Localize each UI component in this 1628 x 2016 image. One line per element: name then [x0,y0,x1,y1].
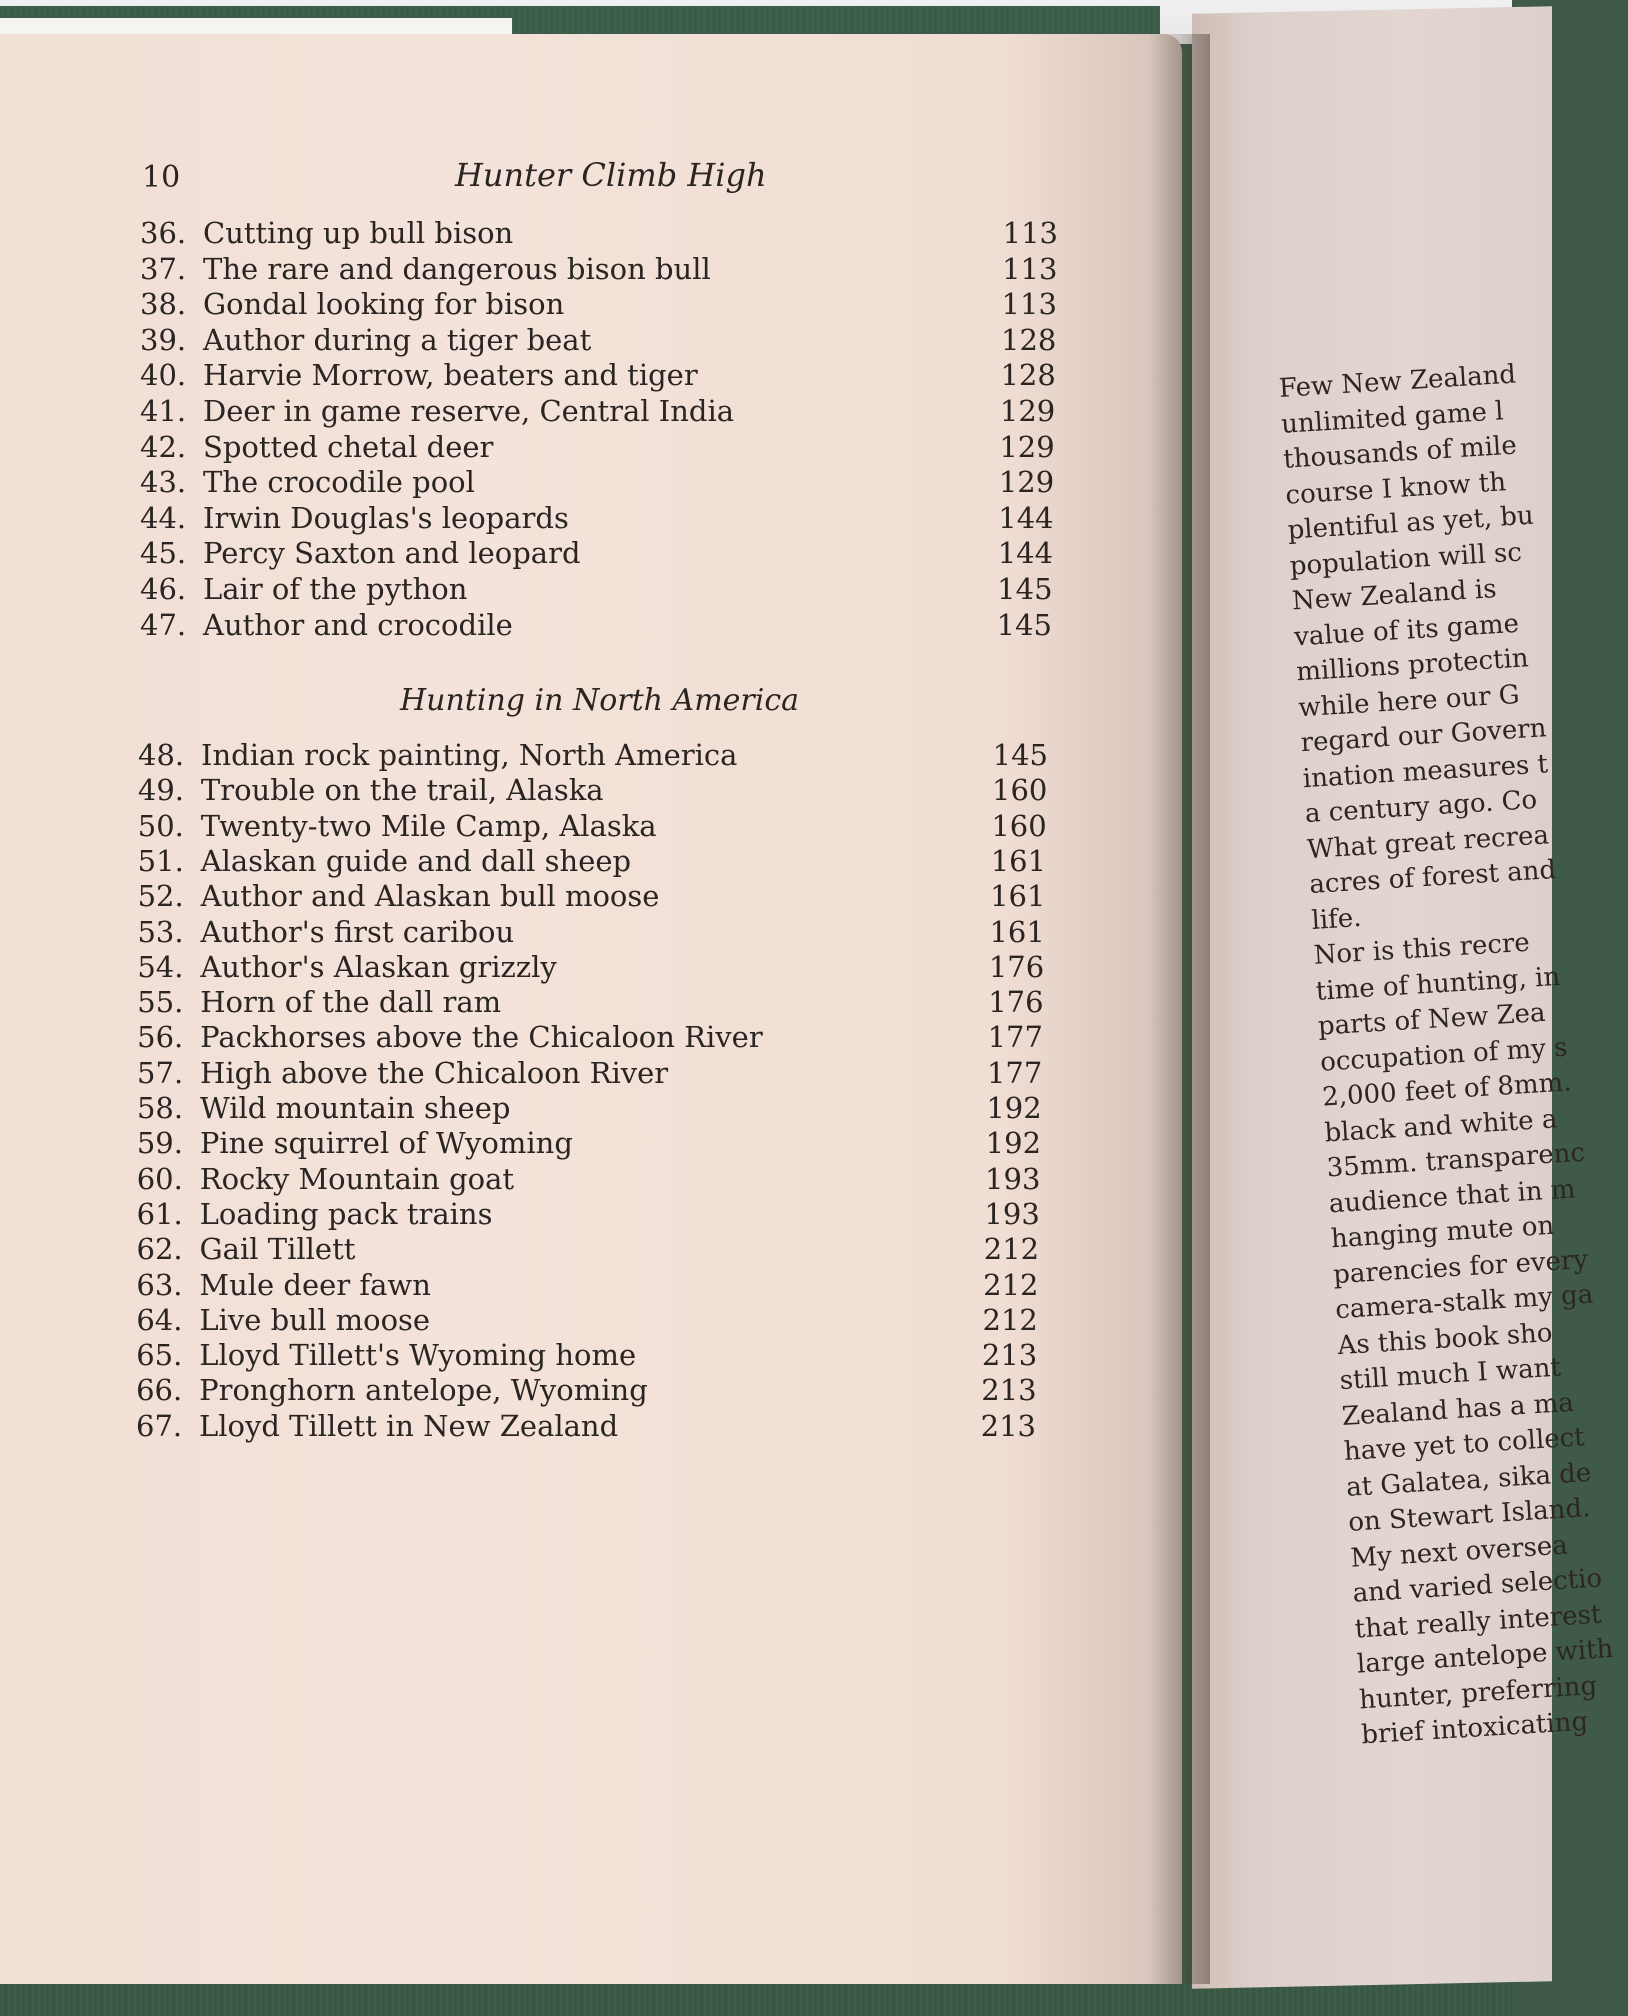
item-caption: Wild mountain sheep [199,1091,511,1125]
section-heading: Hunting in North America [400,683,800,718]
right-page-line: acres of forest and [1308,854,1557,901]
item-number: 61. [136,1196,183,1231]
right-page-line: and varied selectio [1351,1563,1603,1609]
list-item [137,1126,1041,1160]
item-page-number: 145 [992,738,1048,772]
right-page-line: while here our G [1297,679,1521,723]
item-caption: Twenty-two Mile Camp, Alaska [200,808,657,843]
item-caption: Lloyd Tillett in New Zealand [199,1408,619,1443]
item-caption: Cutting up bull bison [203,216,514,250]
item-caption: Author's first caribou [200,914,515,949]
item-page-number: 129 [999,429,1055,464]
list-item [138,773,1047,807]
right-page-line: population will sc [1288,536,1523,582]
right-page-line: course I know th [1284,466,1507,511]
item-caption: High above the Chicaloon River [200,1055,669,1090]
item-page-number: 128 [1000,358,1056,393]
item-number: 40. [140,358,187,393]
item-page-number: 113 [1002,251,1058,286]
list-item [140,430,1055,464]
item-page-number: 160 [991,808,1047,843]
item-caption: Percy Saxton and leopard [203,536,581,571]
right-page-line: brief intoxicating [1360,1706,1589,1751]
right-page-line: Zealand has a ma [1340,1387,1575,1432]
item-page-number: 212 [983,1232,1040,1267]
right-page-line: at Galatea, sika de [1345,1457,1593,1503]
right-page-line: What great recrea [1306,819,1550,865]
item-number: 67. [136,1408,183,1443]
item-caption: Pine squirrel of Wyoming [199,1126,573,1161]
list-item [137,1197,1040,1231]
item-number: 44. [140,500,187,535]
item-page-number: 176 [988,949,1045,984]
page-number: 10 [142,160,181,195]
right-page-line: As this book sho [1336,1317,1554,1361]
item-caption: Author and crocodile [203,607,513,642]
item-number: 64. [136,1302,183,1337]
list-item [136,1373,1037,1407]
item-caption: The rare and dangerous bison bull [203,251,711,286]
item-page-number: 161 [990,879,1046,914]
right-page-line: 35mm. transparenc [1325,1137,1586,1184]
item-page-number: 213 [981,1373,1037,1408]
item-number: 39. [140,322,187,357]
item-caption: Alaskan guide and dall sheep [200,843,632,878]
item-caption: Author and Alaskan bull moose [200,879,660,914]
item-page-number: 129 [998,465,1055,500]
right-page-line: that really interest [1353,1599,1603,1645]
right-page-line: New Zealand is [1291,574,1498,617]
right-page-line: a century ago. Co [1304,785,1538,830]
item-caption: Packhorses above the Chicaloon River [200,1020,763,1055]
list-item [138,844,1046,878]
item-number: 56. [137,1020,184,1055]
item-page-number: 144 [998,500,1054,535]
item-page-number: 160 [992,773,1048,808]
right-page-line: Nor is this recre [1312,927,1531,971]
item-number: 46. [140,572,187,606]
right-page-line: 2,000 feet of 8mm. [1321,1067,1573,1113]
item-number: 50. [137,808,184,843]
item-number: 53. [137,914,184,949]
item-page-number: 145 [997,572,1053,606]
list-item [137,950,1044,984]
item-caption: Lloyd Tillett's Wyoming home [199,1338,637,1373]
item-page-number: 193 [984,1196,1040,1231]
list-item [137,1232,1040,1266]
item-page-number: 213 [980,1408,1036,1443]
item-number: 62. [136,1232,183,1267]
list-item [137,985,1043,1019]
item-caption: Gondal looking for bison [203,287,565,322]
right-page-line: My next oversea [1349,1530,1569,1574]
item-number: 43. [140,465,187,500]
item-number: 52. [137,879,184,914]
item-caption: Lair of the python [203,572,468,606]
right-page-line: millions protectin [1295,643,1530,688]
item-caption: Deer in game reserve, Central India [203,394,735,428]
right-page-line: thousands of mile [1282,430,1518,475]
list-item [140,608,1052,642]
right-page-line: black and white a [1323,1103,1559,1149]
right-page-line: audience that in m [1327,1173,1577,1219]
right-page-line: ination measures t [1301,748,1549,794]
item-number: 58. [136,1091,184,1125]
right-page-line: hanging mute on [1330,1210,1556,1255]
list-item [140,358,1056,392]
item-page-number: 128 [1001,322,1057,357]
item-caption: Author's Alaskan grizzly [200,949,557,984]
right-page-line: plentiful as yet, bu [1286,500,1535,546]
item-number: 57. [137,1055,184,1090]
item-page-number: 212 [983,1267,1039,1302]
item-number: 37. [140,251,187,286]
item-page-number: 177 [986,1055,1043,1090]
list-item [137,915,1044,949]
list-item [140,252,1057,286]
list-item [136,1338,1037,1372]
running-title: Hunter Climb High [455,156,767,194]
item-number: 36. [140,216,187,250]
list-item [137,1091,1042,1125]
item-caption: Gail Tillett [199,1232,356,1267]
item-number: 54. [137,949,184,984]
item-caption: Author during a tiger beat [203,322,592,357]
right-page-line: camera-stalk my ga [1334,1279,1595,1326]
item-page-number: 113 [1002,216,1058,250]
item-page-number: 129 [999,394,1056,428]
list-item [138,879,1046,913]
item-caption: Pronghorn antelope, Wyoming [199,1373,648,1408]
item-page-number: 161 [990,843,1047,878]
right-page-line: occupation of my s [1319,1032,1569,1078]
item-page-number: 193 [985,1161,1041,1196]
item-number: 55. [137,985,184,1020]
item-caption: Irwin Douglas's leopards [203,500,569,535]
item-number: 51. [137,843,184,878]
list-item [140,536,1053,570]
list-item [140,287,1057,321]
item-number: 47. [140,607,187,642]
list-item [140,216,1058,250]
item-caption: Live bull moose [199,1302,431,1337]
right-page-line: time of hunting, in [1314,961,1561,1007]
item-number: 42. [140,429,187,464]
right-page-line: Few New Zealand [1278,359,1517,404]
list-item [137,1056,1042,1090]
right-page-line: unlimited game l [1280,395,1505,440]
item-number: 59. [136,1126,183,1161]
item-number: 63. [136,1267,183,1302]
item-number: 66. [136,1373,183,1408]
item-page-number: 113 [1001,287,1057,322]
item-page-number: 192 [986,1091,1042,1125]
list-item [138,809,1047,843]
list-item [136,1268,1038,1302]
item-caption: The crocodile pool [203,465,475,500]
list-item [137,1162,1041,1196]
right-page-line: hunter, preferring [1358,1670,1598,1715]
list-item [136,1303,1038,1337]
item-number: 65. [136,1338,183,1373]
item-page-number: 144 [997,536,1054,571]
item-page-number: 145 [996,607,1052,642]
item-caption: Rocky Mountain goat [199,1161,515,1196]
right-page-line: parts of New Zea [1317,997,1547,1042]
right-page-line: regard our Govern [1299,713,1548,759]
list-item [136,1409,1036,1443]
item-caption: Loading pack trains [199,1196,493,1231]
right-page-line: value of its game [1293,608,1520,652]
list-item [140,465,1054,499]
list-item [140,572,1053,606]
item-caption: Indian rock painting, North America [201,738,738,772]
right-page-line: still much I want [1338,1352,1562,1397]
item-page-number: 177 [987,1020,1043,1055]
item-number: 41. [140,394,187,428]
list-item [137,1020,1043,1054]
list-item [140,394,1055,428]
item-number: 38. [140,287,187,322]
item-caption: Spotted chetal deer [203,429,494,464]
item-caption: Trouble on the trail, Alaska [200,773,604,808]
list-item [140,323,1056,357]
item-number: 60. [136,1161,183,1196]
item-caption: Harvie Morrow, beaters and tiger [203,358,698,393]
item-number: 48. [138,738,185,772]
item-caption: Mule deer fawn [199,1267,431,1302]
item-page-number: 161 [989,914,1045,949]
item-number: 45. [140,536,187,571]
right-page-line: large antelope with [1356,1633,1615,1680]
list-item [138,738,1048,772]
item-page-number: 192 [985,1126,1042,1161]
item-page-number: 212 [982,1302,1038,1337]
item-page-number: 176 [988,985,1044,1020]
right-page-line: on Stewart Island. [1347,1493,1592,1538]
right-page-line: have yet to collect [1343,1422,1586,1467]
list-item [140,501,1054,535]
right-page-line: parencies for every [1332,1244,1589,1290]
right-page-line: life. [1310,902,1363,936]
item-page-number: 213 [981,1338,1038,1373]
item-caption: Horn of the dall ram [200,985,502,1020]
item-number: 49. [137,773,185,808]
